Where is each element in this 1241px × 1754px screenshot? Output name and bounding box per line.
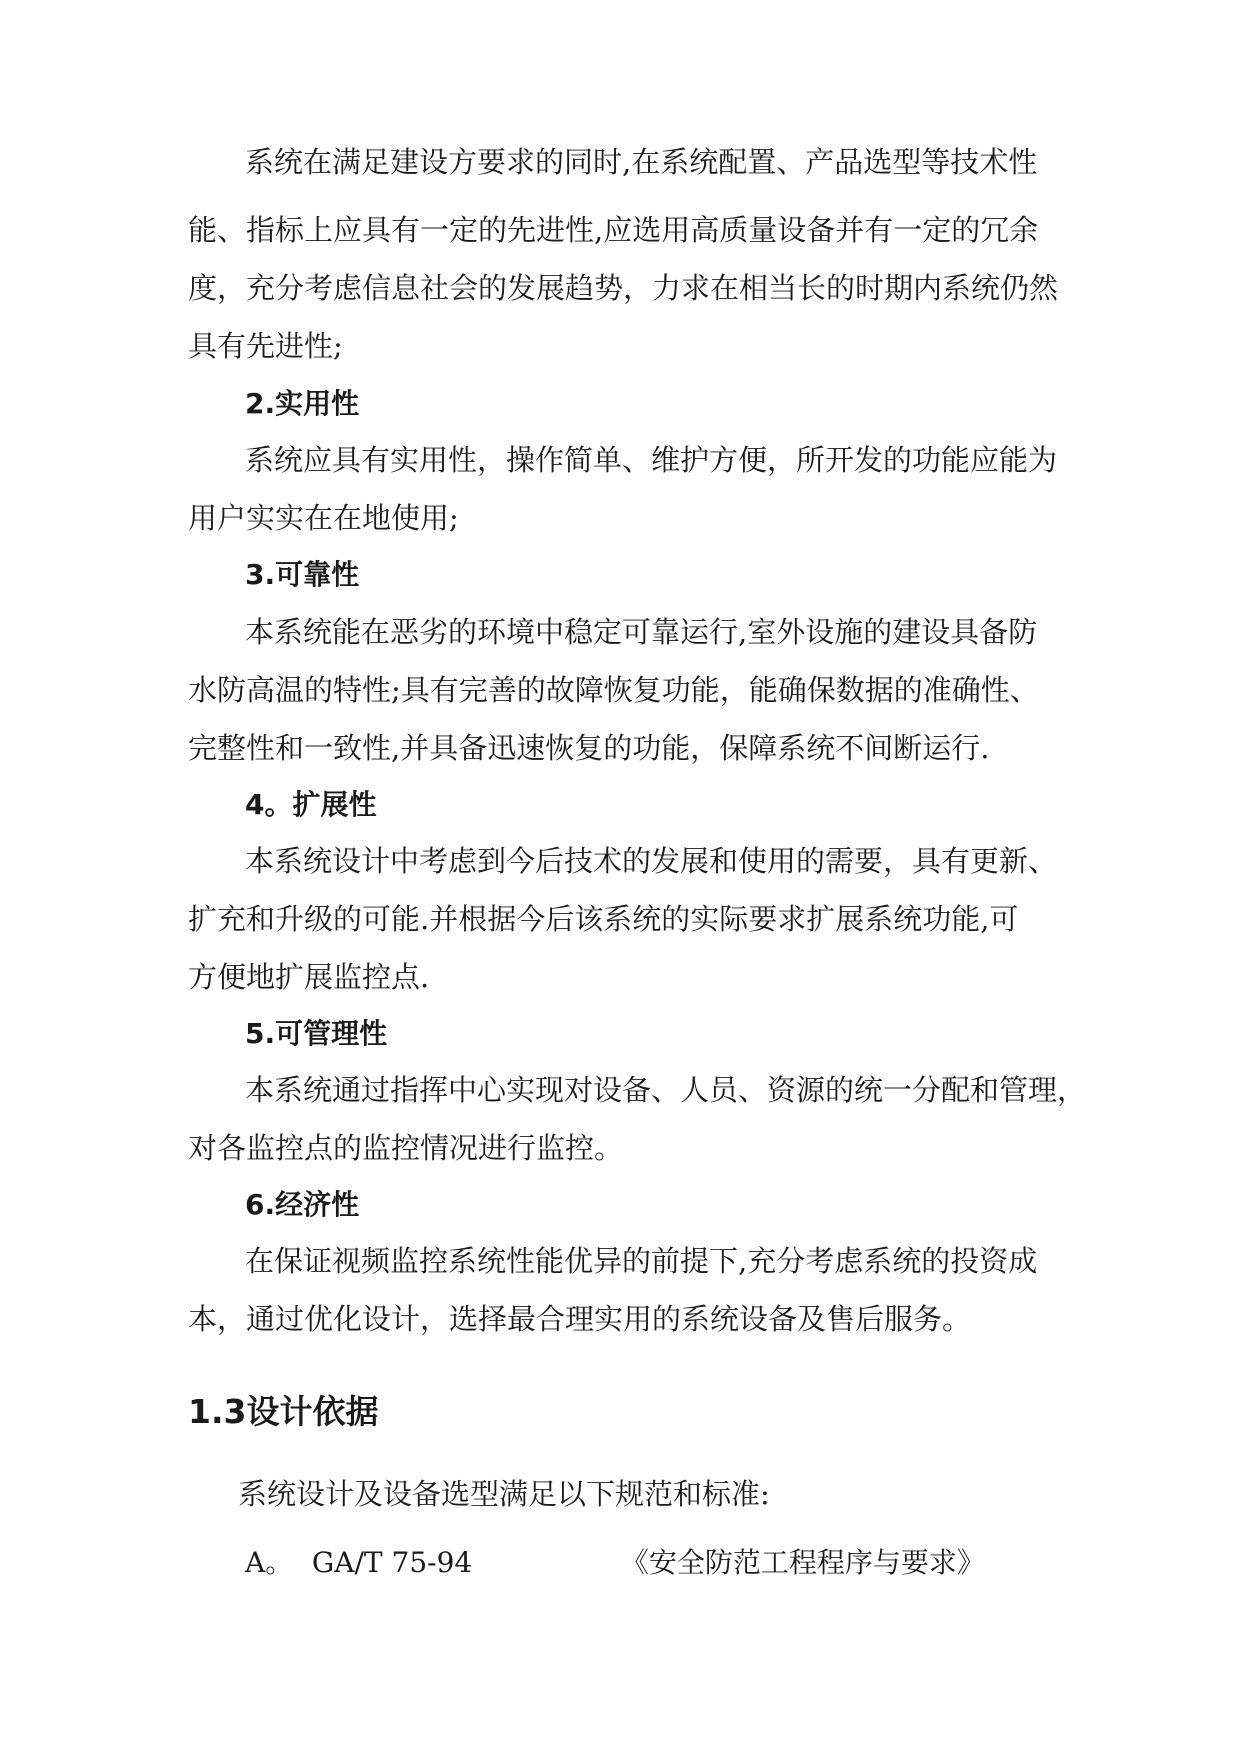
section-intro: 系统设计及设备选型满足以下规范和标准:: [238, 1477, 770, 1511]
reference-title: 《安全防范工程程序与要求》: [620, 1546, 985, 1579]
reference-item: [245, 1541, 985, 1581]
paragraph-line: 具有先进性;: [188, 329, 343, 363]
paragraph-line: 本系统能在恶劣的环境中稳定可靠运行,室外设施的建设具备防: [245, 615, 1038, 649]
heading-manageability: 5.可管理性: [245, 1017, 388, 1050]
paragraph-line: 用户实实在在地使用;: [188, 501, 459, 535]
paragraph-line: 能、指标上应具有一定的先进性,应选用高质量设备并有一定的冗余: [188, 213, 1039, 247]
reference-letter: A。: [245, 1546, 294, 1579]
paragraph-line: 本系统通过指挥中心实现对设备、人员、资源的统一分配和管理，: [245, 1073, 1087, 1107]
heading-practicality: 2.实用性: [245, 387, 360, 420]
heading-economy: 6.经济性: [245, 1188, 360, 1221]
heading-reliability: 3.可靠性: [245, 558, 360, 591]
section-title: 1.3设计依据: [188, 1392, 379, 1431]
paragraph-line: 扩充和升级的可能.并根据今后该系统的实际要求扩展系统功能,可: [188, 902, 1019, 936]
paragraph-line: 本，通过优化设计，选择最合理实用的系统设备及售后服务。: [188, 1302, 972, 1336]
heading-extensibility: 4。扩展性: [245, 788, 377, 821]
paragraph-line: 度，充分考虑信息社会的发展趋势，力求在相当长的时期内系统仍然: [188, 271, 1059, 305]
paragraph-line: 系统在满足建设方要求的同时,在系统配置、产品选型等技术性: [245, 145, 1038, 179]
paragraph-line: 水防高温的特性;具有完善的故障恢复功能，能确保数据的准确性、: [188, 673, 1039, 707]
paragraph-line: 完整性和一致性,并具备迅速恢复的功能，保障系统不间断运行.: [188, 731, 990, 765]
reference-code: GA/T 75-94: [311, 1546, 473, 1579]
paragraph-line: 系统应具有实用性，操作简单、维护方便，所开发的功能应能为: [245, 443, 1058, 477]
paragraph-line: 对各监控点的监控情况进行监控。: [188, 1131, 624, 1165]
paragraph-line: 方便地扩展监控点.: [188, 960, 430, 994]
paragraph-line: 本系统设计中考虑到今后技术的发展和使用的需要，具有更新、: [245, 844, 1058, 878]
paragraph-line: 在保证视频监控系统性能优异的前提下,充分考虑系统的投资成: [245, 1244, 1038, 1278]
